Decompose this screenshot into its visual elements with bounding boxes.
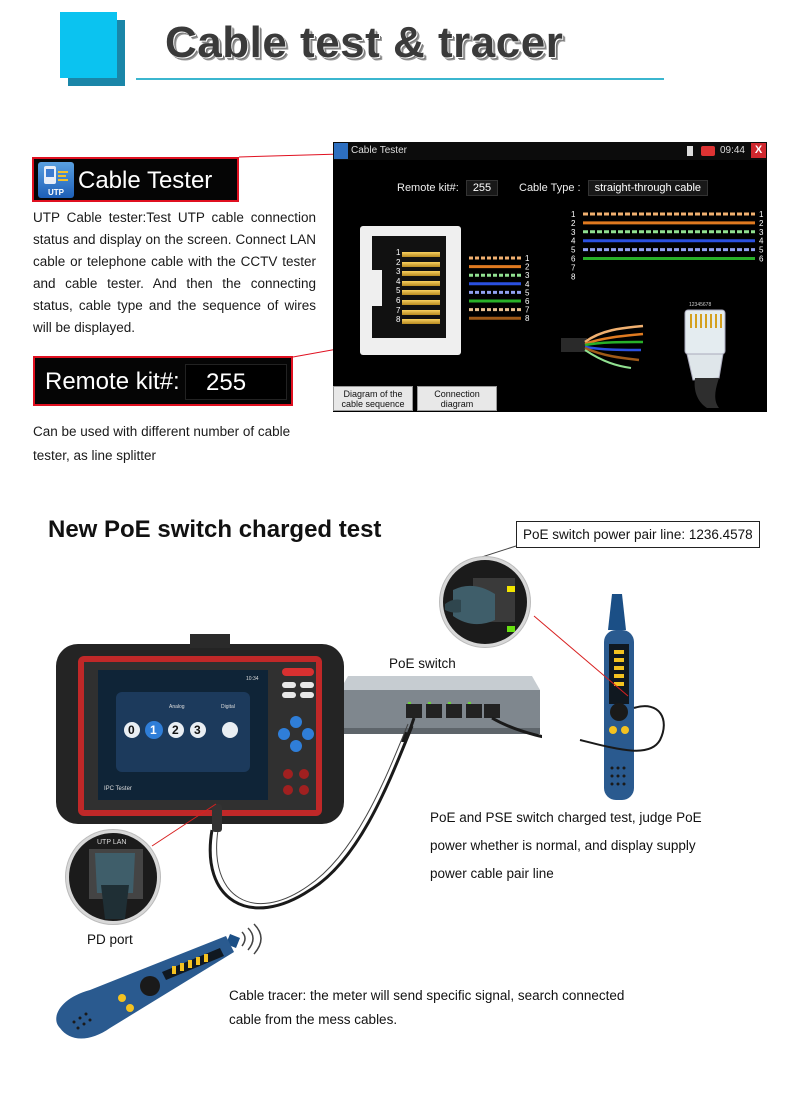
rj45-jack-diagram (360, 226, 461, 355)
screen-remote-kit-label: Remote kit#: (397, 182, 459, 194)
jack-wire-number: 4 (525, 279, 530, 289)
rj45-pin-number: 6 (396, 296, 401, 305)
remote-kit-label: Remote kit#: (45, 368, 180, 395)
rj45-pin-number: 5 (396, 286, 401, 296)
device-tab-digital: Digital (221, 704, 235, 710)
rj45-pin (402, 252, 440, 257)
rj45-pin (402, 271, 440, 276)
poe-switch-label: PoE switch (389, 656, 456, 671)
remote-kit-value: 255 (185, 364, 287, 400)
sequence-left-number: 4 (571, 236, 576, 246)
jack-wire-sequence (469, 252, 549, 332)
sequence-right-number: 5 (759, 245, 764, 255)
rj45-pin-number: 3 (396, 267, 401, 277)
sequence-right-number: 2 (759, 218, 764, 228)
screen-remote-kit-value: 255 (466, 180, 498, 196)
sequence-right-number: 3 (759, 227, 764, 237)
poe-section-title: New PoE switch charged test (48, 516, 382, 543)
pd-port-label: PD port (87, 932, 133, 947)
jack-wire-number: 5 (525, 288, 530, 298)
screen-cable-type (519, 180, 708, 196)
sequence-right-number: 6 (759, 254, 764, 264)
device-tab-analog: Analog (169, 704, 185, 710)
jack-wire-number: 8 (525, 314, 530, 324)
rj45-pin-number: 2 (396, 257, 401, 267)
rj45-pin-number: 4 (396, 276, 401, 286)
app-icon (334, 143, 348, 159)
rj45-pin (402, 300, 440, 305)
jack-wire-number: 1 (525, 254, 530, 263)
screen-app-title: Cable Tester (351, 145, 407, 156)
sequence-left-number: 2 (571, 218, 576, 228)
jack-wire-number: 3 (525, 271, 530, 281)
pd-zoom-connector (150, 800, 220, 850)
device-key-3: 3 (194, 723, 201, 737)
device-key-1: 1 (150, 723, 157, 737)
cable-tracer-description: Cable tracer: the meter will send specific signal, search connected cable from the mess cables. (229, 988, 625, 1027)
pd-port-zoom (66, 830, 160, 924)
port-zoom-connector (530, 612, 640, 702)
connection-diagram-button[interactable]: Connection diagram (417, 386, 497, 411)
device-clock: 10:34 (246, 676, 259, 682)
sequence-right-number: 1 (759, 210, 764, 219)
screen-cable-type-value: straight-through cable (588, 180, 708, 196)
screen-remote-kit (397, 180, 498, 196)
rj45-pin-number: 8 (396, 315, 401, 325)
jack-wire-number: 7 (525, 305, 530, 315)
device-key-2: 2 (172, 723, 179, 737)
sequence-right-number: 4 (759, 236, 764, 246)
poe-charged-description: PoE and PSE switch charged test, judge PoE power whether is normal, and display supply power cable pair line (430, 810, 702, 881)
close-icon[interactable]: X (751, 143, 766, 158)
rj45-pin (402, 262, 440, 267)
switch-port-zoom (440, 557, 530, 647)
cable-end-image (561, 320, 647, 370)
jack-wire-number: 6 (525, 297, 530, 306)
sequence-left-number: 5 (571, 245, 576, 255)
rj45-pin (402, 310, 440, 315)
screen-cable-type-label: Cable Type : (519, 182, 581, 194)
cable-tester-badge-title: Cable Tester (78, 167, 213, 194)
sequence-left-number: 6 (571, 254, 576, 264)
rj45-pin (402, 290, 440, 295)
screen-clock: 09:44 (719, 145, 745, 156)
cable-sequence-diagram-button[interactable]: Diagram of the cable sequence (333, 386, 413, 411)
page-title: Cable test & tracer (165, 18, 564, 67)
jack-wire-number: 2 (525, 262, 530, 272)
utp-icon-label: UTP (48, 188, 64, 197)
rj45-pin-number: 1 (396, 248, 401, 257)
sequence-left-number: 3 (571, 227, 576, 237)
battery-icon (687, 146, 693, 156)
sequence-left-number: 1 (571, 210, 576, 219)
plug-pin-label: 12345678 (689, 302, 712, 308)
line-splitter-note: Can be used with different number of cable tester, as line splitter (33, 424, 291, 463)
sequence-left-number: 8 (571, 272, 576, 282)
cable-tester-description: UTP Cable tester:Test UTP cable connection status and display on the screen. Connect LAN cable or telephone cable with the CCTV tester and cable tester. And then the connecting status, cable type and the sequence of wires will be displayed. (33, 210, 316, 335)
screen-title-bar (333, 142, 767, 160)
poe-pair-line-label: PoE switch power pair line: 1236.4578 (516, 521, 760, 548)
sequence-left-number: 7 (571, 263, 576, 273)
device-footer-label: IPC Tester (104, 786, 132, 792)
device-key-0: 0 (128, 723, 135, 737)
rj45-pin-number: 7 (396, 305, 401, 315)
rj45-pin (402, 281, 440, 286)
cable-tester-screen (333, 142, 767, 412)
network-icon (701, 146, 715, 156)
rj45-plug-image (673, 308, 743, 408)
wire-sequence-diagram (569, 208, 769, 288)
rj45-pin (402, 319, 440, 324)
port-label: UTP LAN (97, 839, 127, 846)
